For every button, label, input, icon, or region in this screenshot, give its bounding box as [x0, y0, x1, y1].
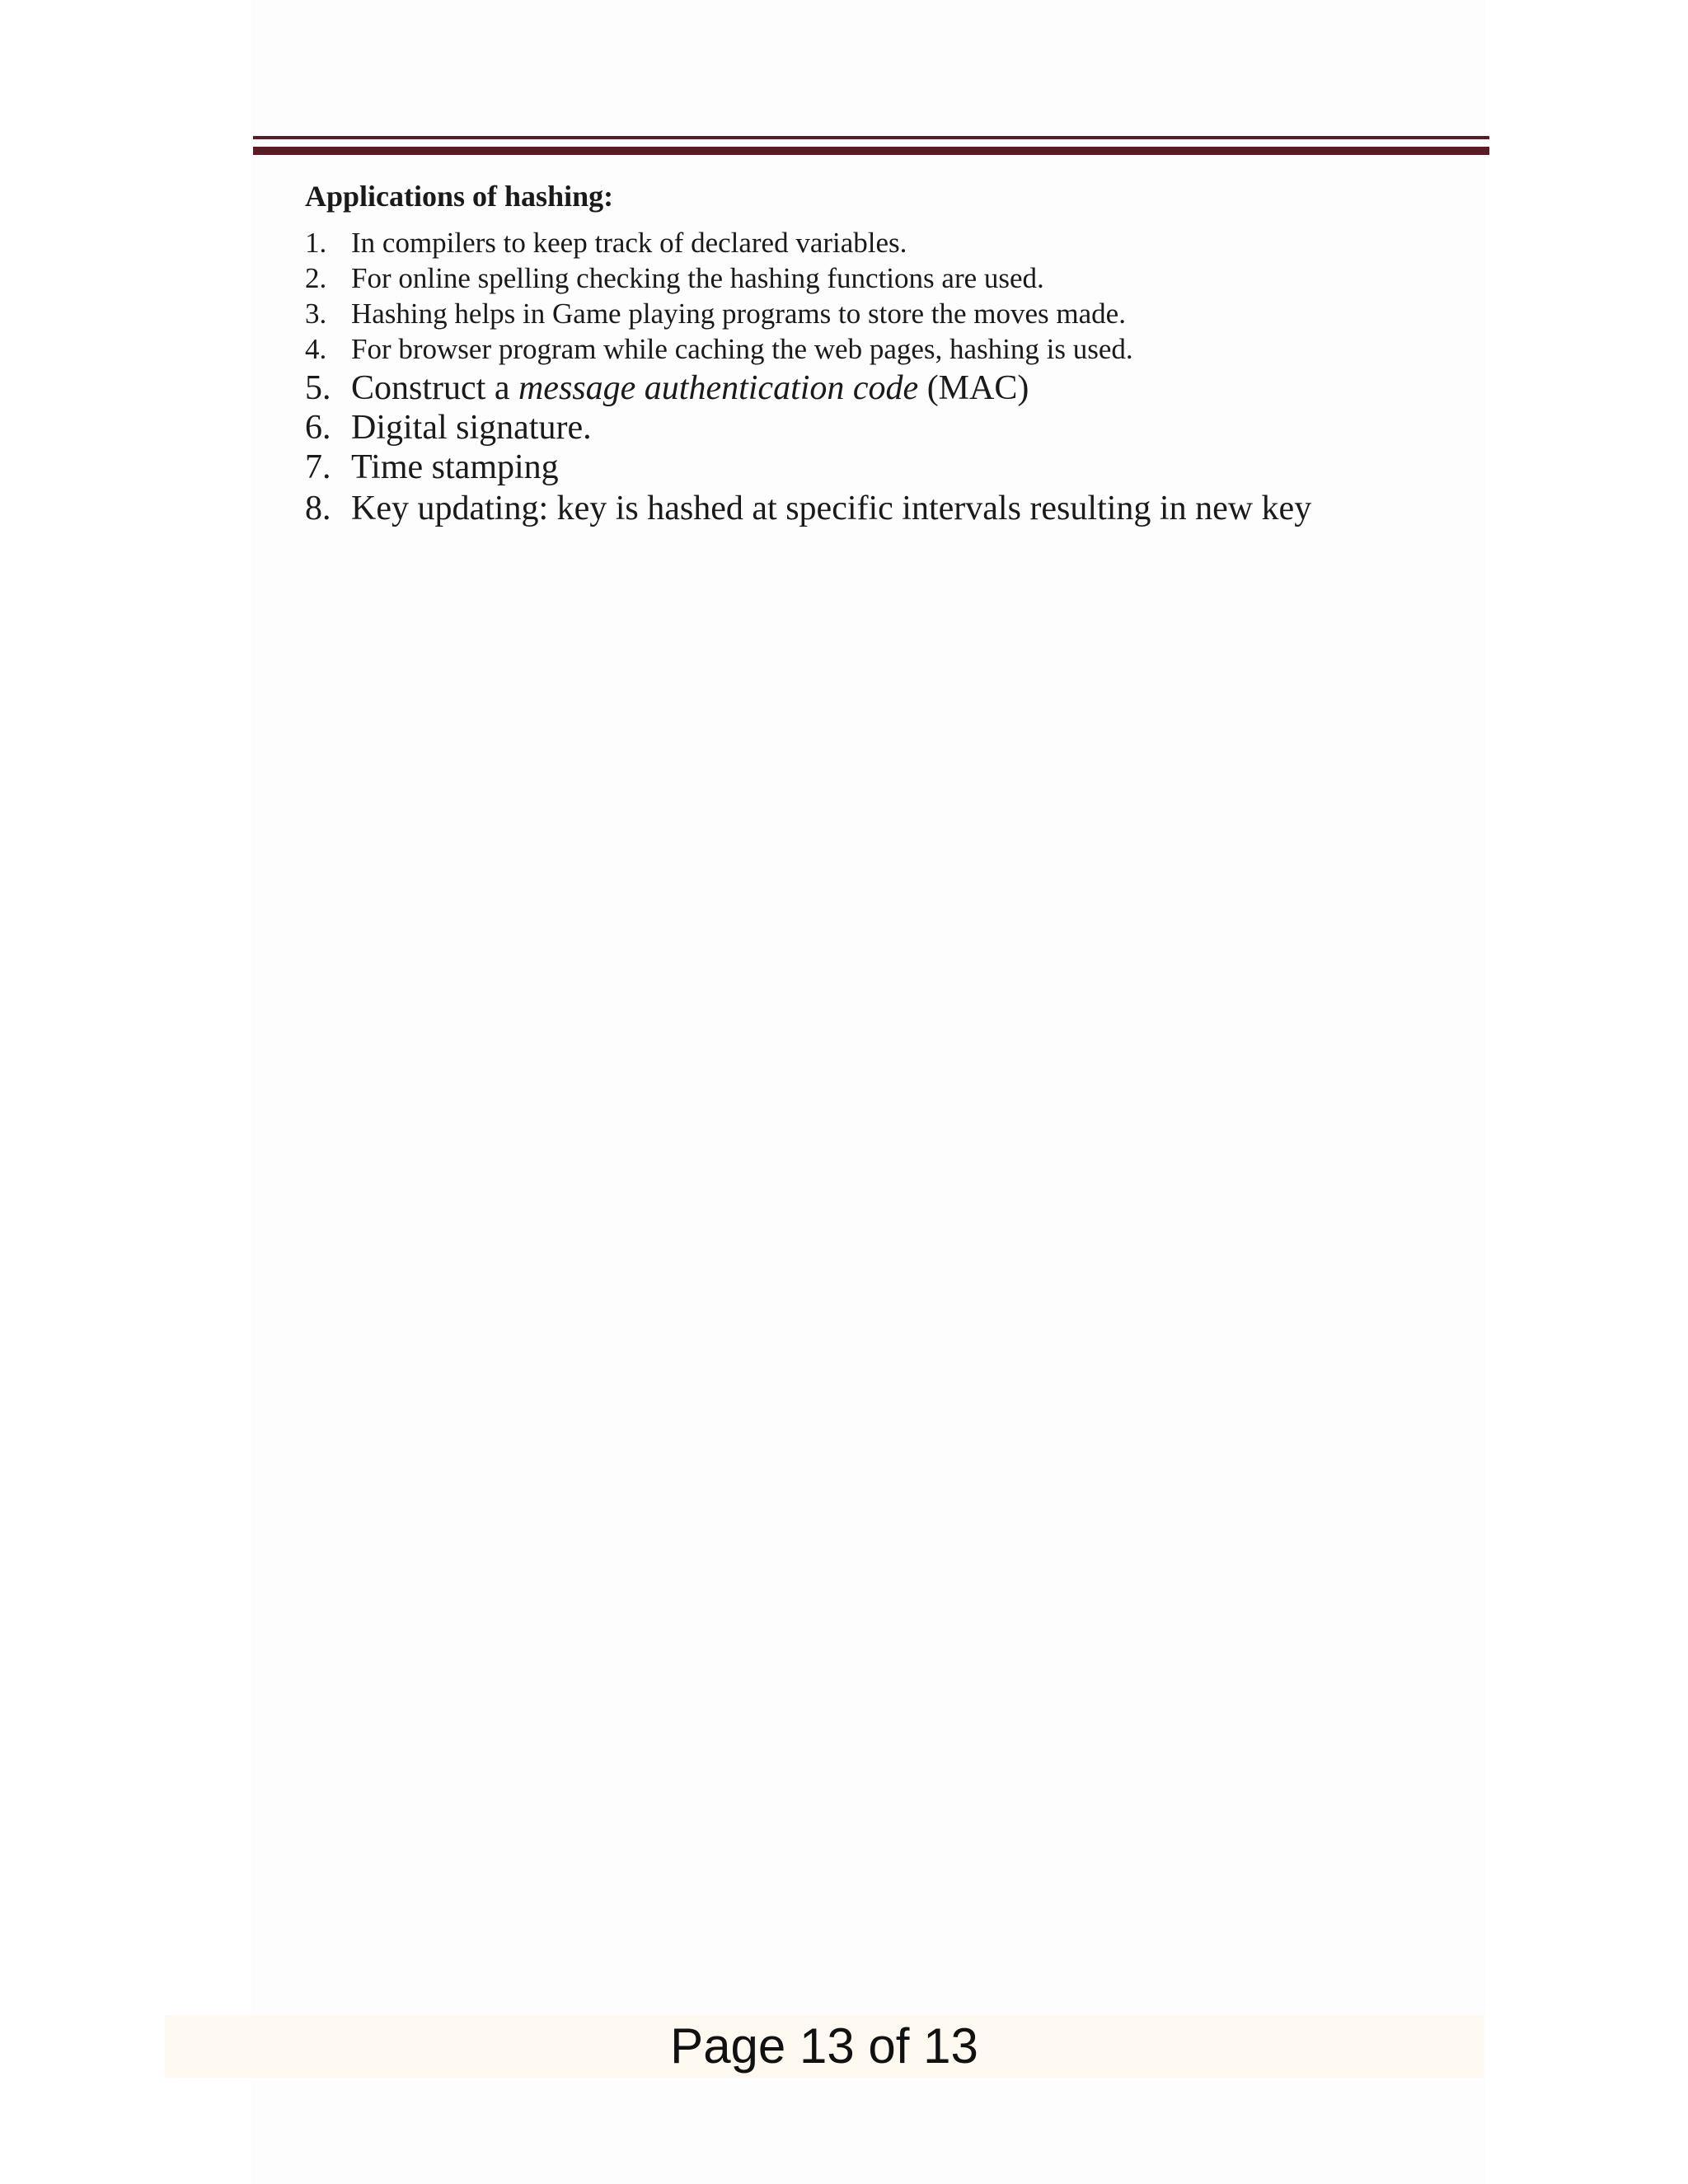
- list-item-number: 8.: [305, 490, 331, 527]
- list-item-number: 5.: [305, 369, 331, 407]
- page-number-label: Page 13 of 13: [670, 2018, 978, 2074]
- list-item-text-italic: message authentication code: [518, 369, 919, 407]
- list-item-number: 1.: [305, 227, 327, 259]
- page-footer: [165, 2015, 1484, 2078]
- list-item-text: For browser program while caching the web pages, hashing is used.: [351, 333, 1133, 365]
- list-item-number: 4.: [305, 333, 327, 365]
- header-rule-thin: [253, 136, 1489, 139]
- list-item-text: Time stamping: [351, 448, 559, 486]
- list-item-text: Digital signature.: [351, 409, 592, 447]
- list-item-text: [351, 368, 1029, 409]
- list-item-number: 3.: [305, 298, 327, 330]
- list-item-text: In compilers to keep track of declared variables.: [351, 227, 907, 259]
- list-item-number: 7.: [305, 448, 331, 486]
- section-heading: Applications of hashing:: [305, 180, 614, 213]
- list-item-number: 2.: [305, 262, 327, 294]
- list-item-text: For online spelling checking the hashing functions are used.: [351, 262, 1044, 294]
- list-item-text-before: Construct a: [351, 369, 518, 407]
- list-item-text-after: (MAC): [918, 369, 1029, 407]
- header-rule-thick: [253, 147, 1489, 155]
- list-item-text: Hashing helps in Game playing programs to store the moves made.: [351, 298, 1126, 330]
- list-item-number: 6.: [305, 409, 331, 447]
- list-item-text: Key updating: key is hashed at specific intervals resulting in new key: [351, 490, 1312, 527]
